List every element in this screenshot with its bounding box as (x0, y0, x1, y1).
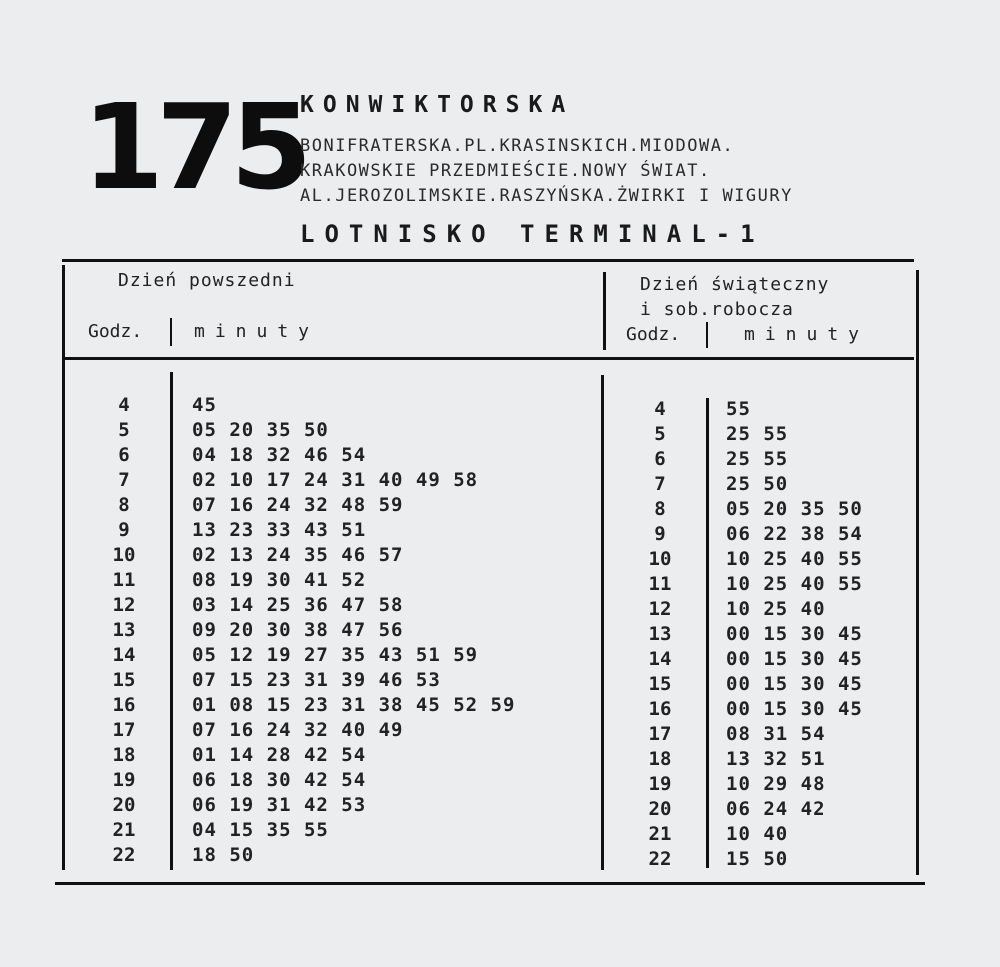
minutes-cell: 02 13 24 35 46 57 (192, 544, 404, 566)
end-stop: LOTNISKO TERMINAL-1 (300, 220, 765, 248)
hour-cell: 21 (648, 823, 672, 845)
minutes-cell: 01 08 15 23 31 38 45 52 59 (192, 694, 516, 716)
minutes-cell: 18 50 (192, 844, 255, 866)
minutes-cell: 00 15 30 45 (726, 648, 863, 670)
minutes-cell: 00 15 30 45 (726, 673, 863, 695)
minutes-cell: 07 16 24 32 40 49 (192, 719, 404, 741)
route-number: 175 (82, 78, 305, 216)
weekday-minutes-label: minuty (194, 321, 320, 342)
table-right-border (916, 270, 919, 875)
hour-cell: 11 (112, 569, 136, 591)
minutes-cell: 05 20 35 50 (192, 419, 329, 441)
holiday-hour-label: Godz. (626, 324, 681, 345)
minutes-cell: 55 (726, 398, 751, 420)
holiday-hour-divider-body (706, 398, 709, 868)
hour-cell: 19 (648, 773, 672, 795)
hour-cell: 22 (648, 848, 672, 870)
hour-cell: 6 (654, 448, 666, 470)
hour-cell: 21 (112, 819, 136, 841)
minutes-cell: 05 20 35 50 (726, 498, 863, 520)
minutes-cell: 25 55 (726, 448, 789, 470)
minutes-cell: 04 18 32 46 54 (192, 444, 367, 466)
table-left-border (62, 265, 65, 870)
table-header-rule (62, 357, 914, 360)
minutes-cell: 02 10 17 24 31 40 49 58 (192, 469, 479, 491)
hour-cell: 22 (112, 844, 136, 866)
hour-cell: 16 (648, 698, 672, 720)
minutes-cell: 25 50 (726, 473, 789, 495)
hour-cell: 14 (112, 644, 136, 666)
hour-cell: 13 (648, 623, 672, 645)
weekday-hour-divider (170, 318, 172, 346)
via-line: AL.JEROZOLIMSKIE.RASZYŃSKA.ŻWIRKI I WIGURY (300, 186, 793, 206)
hour-cell: 7 (118, 469, 130, 491)
weekday-title: Dzień powszedni (118, 270, 296, 291)
hour-cell: 20 (648, 798, 672, 820)
minutes-cell: 15 50 (726, 848, 789, 870)
holiday-minutes-column (726, 397, 863, 872)
hour-cell: 15 (112, 669, 136, 691)
minutes-cell: 45 (192, 394, 217, 416)
via-line: KRAKOWSKIE PRZEDMIEŚCIE.NOWY ŚWIAT. (300, 161, 711, 181)
minutes-cell: 00 15 30 45 (726, 698, 863, 720)
minutes-cell: 08 31 54 (726, 723, 826, 745)
minutes-cell: 13 32 51 (726, 748, 826, 770)
minutes-cell: 06 24 42 (726, 798, 826, 820)
minutes-cell: 04 15 35 55 (192, 819, 329, 841)
minutes-cell: 00 15 30 45 (726, 623, 863, 645)
holiday-title: Dzień świąteczny (640, 274, 830, 295)
minutes-cell: 03 14 25 36 47 58 (192, 594, 404, 616)
via-line: BONIFRATERSKA.PL.KRASINSKICH.MIODOWA. (300, 136, 735, 156)
weekday-hour-label: Godz. (88, 321, 143, 342)
minutes-cell: 10 25 40 55 (726, 548, 863, 570)
hour-cell: 6 (118, 444, 130, 466)
minutes-cell: 07 15 23 31 39 46 53 (192, 669, 441, 691)
hour-cell: 10 (648, 548, 672, 570)
holiday-hour-divider (706, 322, 708, 348)
hour-cell: 4 (654, 398, 666, 420)
minutes-cell: 01 14 28 42 54 (192, 744, 367, 766)
table-top-rule (62, 259, 914, 262)
hour-cell: 4 (118, 394, 130, 416)
minutes-cell: 10 25 40 (726, 598, 826, 620)
hour-cell: 13 (112, 619, 136, 641)
hour-cell: 9 (654, 523, 666, 545)
minutes-cell: 06 22 38 54 (726, 523, 863, 545)
hour-cell: 8 (654, 498, 666, 520)
hour-cell: 18 (648, 748, 672, 770)
section-divider-top (603, 272, 606, 350)
holiday-subtitle: i sob.robocza (640, 299, 794, 320)
minutes-cell: 08 19 30 41 52 (192, 569, 367, 591)
minutes-cell: 10 29 48 (726, 773, 826, 795)
minutes-cell: 06 19 31 42 53 (192, 794, 367, 816)
weekday-hours-column (94, 393, 154, 868)
hour-cell: 14 (648, 648, 672, 670)
section-divider-body (601, 375, 604, 870)
minutes-cell: 09 20 30 38 47 56 (192, 619, 404, 641)
holiday-minutes-label: minuty (744, 324, 870, 345)
hour-cell: 17 (112, 719, 136, 741)
hour-cell: 8 (118, 494, 130, 516)
minutes-cell: 06 18 30 42 54 (192, 769, 367, 791)
hour-cell: 7 (654, 473, 666, 495)
minutes-cell: 13 23 33 43 51 (192, 519, 367, 541)
hour-cell: 15 (648, 673, 672, 695)
hour-cell: 5 (654, 423, 666, 445)
hour-cell: 9 (118, 519, 130, 541)
hour-cell: 12 (112, 594, 136, 616)
holiday-hours-column (630, 397, 690, 872)
hour-cell: 10 (112, 544, 136, 566)
hour-cell: 16 (112, 694, 136, 716)
hour-cell: 18 (112, 744, 136, 766)
hour-cell: 12 (648, 598, 672, 620)
minutes-cell: 10 25 40 55 (726, 573, 863, 595)
start-stop: KONWIKTORSKA (300, 92, 575, 118)
hour-cell: 5 (118, 419, 130, 441)
minutes-cell: 05 12 19 27 35 43 51 59 (192, 644, 479, 666)
minutes-cell: 07 16 24 32 48 59 (192, 494, 404, 516)
hour-cell: 19 (112, 769, 136, 791)
minutes-cell: 10 40 (726, 823, 789, 845)
hour-cell: 20 (112, 794, 136, 816)
table-bottom-rule (55, 882, 925, 885)
hour-cell: 11 (648, 573, 672, 595)
weekday-minutes-column (192, 393, 515, 868)
hour-cell: 17 (648, 723, 672, 745)
minutes-cell: 25 55 (726, 423, 789, 445)
weekday-hour-divider-body (170, 372, 173, 870)
